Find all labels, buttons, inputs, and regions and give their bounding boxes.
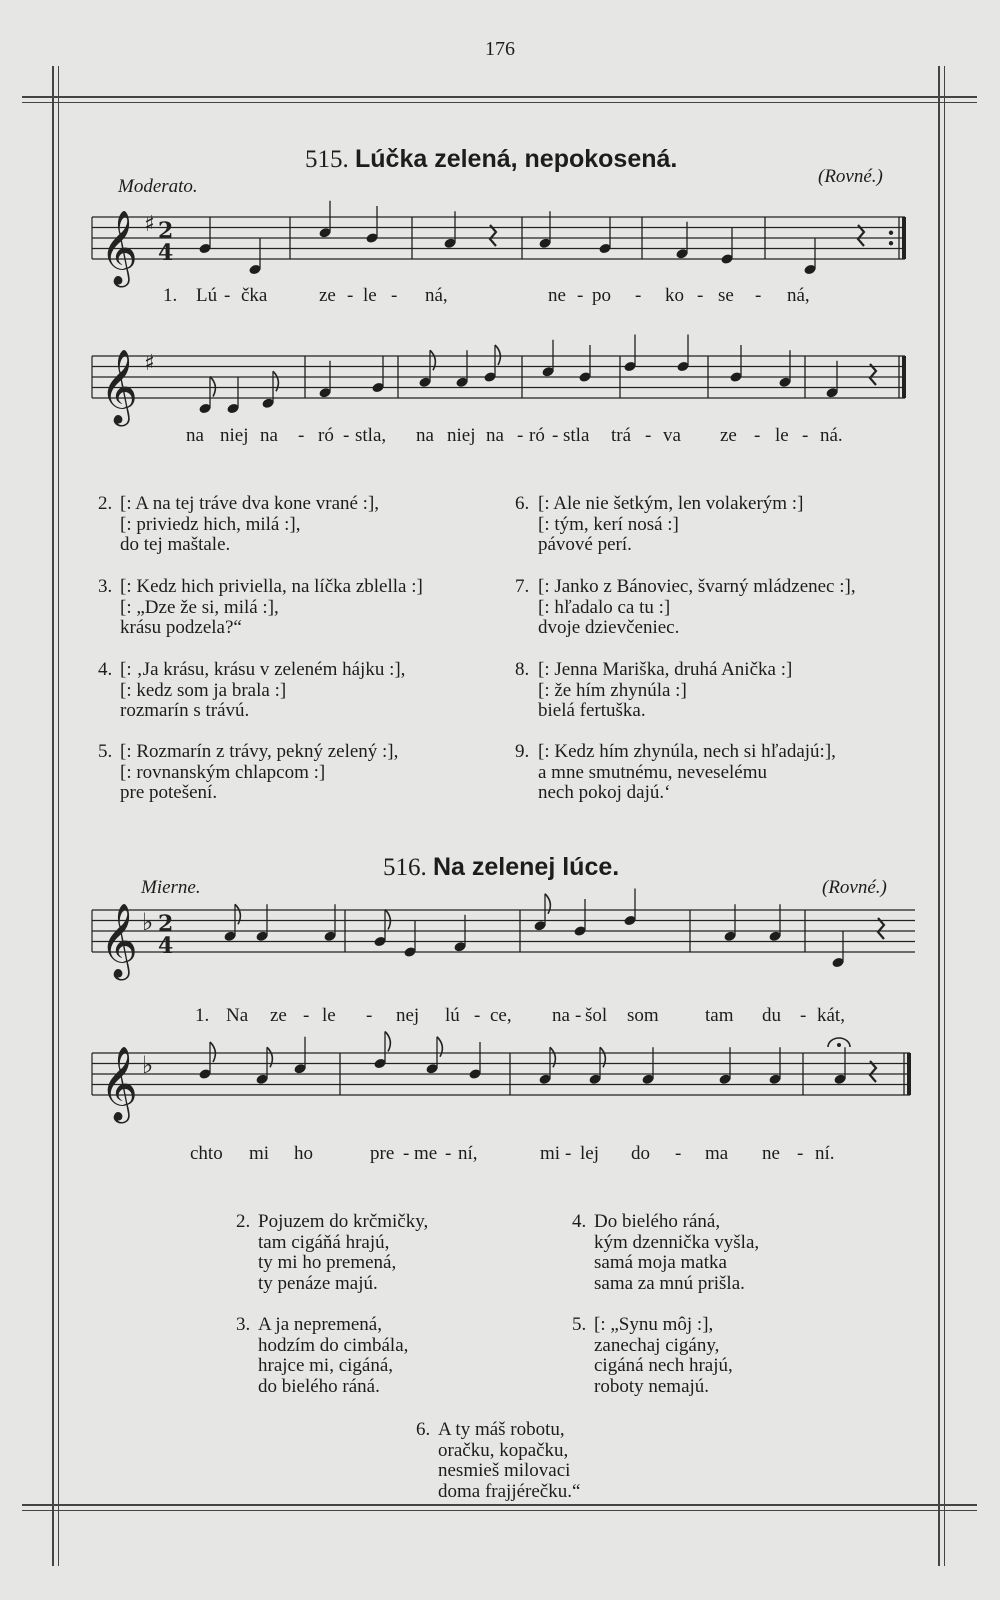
lyric-syllable: - — [755, 285, 762, 306]
stanza-line: [: rovnanským chlapcom :] — [120, 761, 326, 783]
lyric-syllable: ní. — [815, 1143, 835, 1164]
stanza-line: [: že hím zhynúla :] — [538, 679, 687, 701]
stanza-line: tam cigáňá hrajú, — [258, 1231, 390, 1253]
stanza-line: roboty nemajú. — [594, 1375, 710, 1397]
stanza-line: hrajce mi, cigáná, — [258, 1355, 394, 1376]
lyric-syllable: stla, — [355, 425, 387, 446]
fermata-dot — [837, 1043, 841, 1047]
note-flag — [235, 904, 240, 924]
lyric-syllable: čka — [241, 285, 268, 306]
lyric-syllable: - — [366, 1005, 373, 1026]
lyric-syllable: trá — [611, 425, 632, 446]
treble-clef: 𝄞 — [100, 1047, 138, 1121]
song-515-tempo: Moderato. — [118, 176, 198, 197]
lyric-syllable: lú — [445, 1005, 460, 1026]
lyric-syllable: - — [445, 1143, 452, 1164]
page-number: 176 — [485, 38, 515, 60]
song-516-number: 516. — [383, 854, 427, 881]
note-flag — [545, 894, 550, 914]
lyric-syllable: šol — [585, 1005, 608, 1026]
lyric-syllable: se — [718, 285, 734, 306]
stanza-line: rozmarín s trávú. — [120, 700, 250, 721]
lyric-syllable: - — [403, 1143, 410, 1164]
lyric-syllable: mi — [249, 1143, 270, 1164]
note-flag — [550, 1047, 555, 1067]
lyric-syllable: 1. — [195, 1005, 210, 1026]
stanza-line: [: tým, kerí nosá :] — [538, 513, 679, 535]
lyric-syllable: - — [517, 425, 524, 446]
stanza-line: pre potešení. — [120, 782, 218, 803]
stanza-number: 7. — [515, 576, 530, 597]
song-515-style: (Rovné.) — [818, 166, 883, 187]
lyric-syllable: na — [186, 425, 204, 446]
stanza-line: do tej maštale. — [120, 534, 231, 555]
lyric-syllable: mi — [540, 1143, 561, 1164]
lyric-syllable: ní, — [458, 1143, 478, 1164]
key-flat: ♭ — [142, 1051, 154, 1079]
stanza-number: 8. — [515, 659, 530, 680]
lyric-syllable: na — [416, 425, 434, 446]
final-barline-thick — [902, 356, 906, 398]
lyric-syllable: na — [552, 1005, 570, 1026]
stanza-line: A ty máš robotu, — [438, 1419, 565, 1440]
lyric-syllable: - — [635, 285, 642, 306]
stanza-line: Do bielého ráná, — [594, 1211, 721, 1232]
stanza-line: zanechaj cigány, — [594, 1334, 720, 1356]
stanza-number: 2. — [236, 1211, 251, 1232]
lyric-syllable: ne — [548, 285, 566, 306]
stanza-number: 3. — [98, 576, 113, 597]
lyric-syllable: - — [224, 285, 231, 306]
stanza-line: [: Ale nie šetkým, len volakerým :] — [538, 493, 804, 514]
stanza-line: [: Kedz hím zhynúla, nech si hľadajú:], — [538, 741, 836, 762]
stanza-number: 4. — [572, 1211, 587, 1232]
time-signature-bottom: 4 — [158, 240, 174, 266]
time-signature-top: 2 — [158, 911, 174, 937]
lyric-syllable: - — [645, 425, 652, 446]
lyric-syllable: 1. — [163, 285, 178, 306]
song-516-title — [383, 853, 619, 882]
quarter-rest — [490, 225, 496, 246]
stanza-line: a mne smutnému, neveselému — [538, 761, 767, 783]
stanza-number: 5. — [572, 1314, 587, 1335]
quarter-rest — [870, 1061, 876, 1082]
lyric-syllable: le — [775, 425, 789, 446]
lyric-syllable: - — [391, 285, 398, 306]
stanza-line: samá moja matka — [594, 1252, 727, 1273]
lyric-syllable: stla — [563, 425, 590, 446]
stanza-line: krásu podzela?“ — [120, 617, 242, 638]
lyric-syllable: niej — [220, 425, 249, 446]
stanza-number: 4. — [98, 659, 113, 680]
stanza-line: [: A na tej tráve dva kone vrané :], — [120, 493, 380, 514]
stanza-line: doma frajjérečku.“ — [438, 1480, 581, 1502]
note-flag — [385, 910, 390, 930]
lyric-syllable: na — [486, 425, 504, 446]
stanza-line: ty penáze majú. — [258, 1272, 378, 1294]
stanza-line: [: ‚Ja krásu, krásu v zeleném hájku :], — [120, 659, 406, 680]
stanza-line: [: kedz som ja brala :] — [120, 679, 287, 701]
lyric-syllable: - — [797, 1143, 804, 1164]
final-barline-thick — [902, 217, 906, 259]
stanza-line: kým dzennička vyšla, — [594, 1231, 760, 1253]
lyric-syllable: ze — [319, 285, 336, 306]
treble-clef: 𝄞 — [100, 904, 138, 978]
lyric-syllable: ná, — [425, 285, 448, 306]
stanza-line: oračku, kopačku, — [438, 1439, 569, 1461]
song-516-tempo: Mierne. — [141, 877, 201, 898]
stanza-line: hodzím do cimbála, — [258, 1334, 409, 1356]
lyric-syllable: po — [592, 285, 611, 306]
stanza-number: 6. — [416, 1419, 431, 1440]
stanza-line: A ja nepremená, — [258, 1314, 382, 1335]
lyric-syllable: Lú — [196, 285, 218, 306]
note-flag — [210, 377, 215, 397]
stanza-line: [: „Dze že si, milá :], — [120, 596, 279, 618]
song-515-number: 515. — [305, 146, 349, 173]
note-flag — [210, 1042, 215, 1062]
stanza-line: [: Kedz hich priviella, na líčka zblella :] — [120, 576, 423, 597]
lyric-syllable: - — [675, 1143, 682, 1164]
lyric-syllable: - — [697, 285, 704, 306]
note-flag — [600, 1047, 605, 1067]
note-flag — [495, 345, 500, 365]
lyric-syllable: ma — [705, 1143, 729, 1164]
lyric-syllable: ho — [294, 1143, 313, 1164]
lyric-syllable: - — [577, 285, 584, 306]
treble-clef: 𝄞 — [100, 211, 138, 285]
lyric-syllable: le — [322, 1005, 336, 1026]
lyric-syllable: chto — [190, 1143, 223, 1164]
stanza-line: do bielého ráná. — [258, 1375, 380, 1397]
stanza-line: pávové perí. — [538, 534, 632, 555]
note-flag — [273, 371, 278, 391]
repeat-dot — [889, 241, 893, 245]
stanza-line: ty mi ho premená, — [258, 1252, 397, 1273]
stanza-line: [: Janko z Bánoviec, švarný mládzenec :], — [538, 576, 856, 597]
key-sharp: ♯ — [144, 351, 155, 376]
stanza-line: bielá fertuška. — [538, 700, 646, 721]
key-flat: ♭ — [142, 908, 154, 936]
note-flag — [430, 350, 435, 370]
lyric-syllable: - — [552, 425, 559, 446]
stanza-line: [: hľadalo ca tu :] — [538, 596, 671, 618]
stanza-line: dvoje dzievčeniec. — [538, 617, 680, 638]
lyric-syllable: - — [298, 425, 305, 446]
lyric-syllable: ná, — [787, 285, 810, 306]
note-flag — [385, 1032, 390, 1052]
quarter-rest — [858, 225, 864, 246]
key-sharp: ♯ — [144, 212, 155, 237]
stanza-line: nesmieš milovaci — [438, 1460, 571, 1481]
lyric-syllable: du — [762, 1005, 781, 1026]
lyric-syllable: - — [754, 425, 761, 446]
stanza-line: [: „Synu môj :], — [594, 1314, 714, 1335]
stanza-line: nech pokoj dajú.‘ — [538, 782, 671, 803]
lyric-syllable: - — [343, 425, 350, 446]
time-signature-bottom: 4 — [158, 933, 174, 959]
stanza-line: Pojuzem do krčmičky, — [258, 1211, 429, 1232]
time-signature-top: 2 — [158, 218, 174, 244]
stanza-line: sama za mnú prišla. — [594, 1272, 745, 1294]
song-515-name: Lúčka zelená, nepokosená. — [355, 145, 678, 173]
stanza-line: [: Rozmarín z trávy, pekný zelený :], — [120, 741, 399, 762]
lyric-syllable: niej — [447, 425, 476, 446]
lyric-syllable: - — [303, 1005, 310, 1026]
lyric-syllable: lej — [580, 1143, 599, 1164]
stanza-number: 6. — [515, 493, 530, 514]
note-flag — [437, 1037, 442, 1057]
lyric-syllable: - — [565, 1143, 572, 1164]
lyric-syllable: ró — [318, 425, 334, 446]
lyric-syllable: ko — [665, 285, 684, 306]
lyric-syllable: som — [627, 1005, 659, 1026]
lyric-syllable: le — [363, 285, 377, 306]
song-516-style: (Rovné.) — [822, 877, 887, 898]
lyric-syllable: tam — [705, 1005, 734, 1026]
lyric-syllable: ne — [762, 1143, 780, 1164]
quarter-rest — [870, 364, 876, 385]
repeat-dot — [889, 231, 893, 235]
lyric-syllable: ze — [270, 1005, 287, 1026]
stanza-line: cigáná nech hrajú, — [594, 1355, 733, 1376]
final-barline-thick — [907, 1053, 911, 1095]
stanza-number: 3. — [236, 1314, 251, 1335]
lyric-syllable: va — [663, 425, 681, 446]
stanza-line: [: Jenna Mariška, druhá Anička :] — [538, 659, 793, 680]
lyric-syllable: - — [347, 285, 354, 306]
lyric-syllable: kát, — [817, 1005, 845, 1026]
quarter-rest — [878, 918, 884, 939]
stanza-number: 5. — [98, 741, 113, 762]
lyric-syllable: - — [474, 1005, 481, 1026]
lyric-syllable: Na — [226, 1005, 249, 1026]
lyric-syllable: ró — [529, 425, 545, 446]
lyric-syllable: - — [575, 1005, 582, 1026]
lyric-syllable: me — [414, 1143, 438, 1164]
stanza-line: [: priviedz hich, milá :], — [120, 513, 301, 535]
lyric-syllable: na — [260, 425, 278, 446]
lyric-syllable: ce, — [490, 1005, 512, 1026]
note-flag — [267, 1047, 272, 1067]
lyric-syllable: do — [631, 1143, 650, 1164]
song-516-name: Na zelenej lúce. — [433, 853, 620, 881]
lyric-syllable: ze — [720, 425, 737, 446]
treble-clef: 𝄞 — [100, 350, 138, 424]
stanza-number: 9. — [515, 741, 530, 762]
lyric-syllable: - — [802, 425, 809, 446]
lyric-syllable: - — [800, 1005, 807, 1026]
lyric-syllable: nej — [396, 1005, 420, 1026]
stanza-number: 2. — [98, 493, 113, 514]
lyric-syllable: pre — [370, 1143, 395, 1164]
lyric-syllable: ná. — [820, 425, 843, 446]
